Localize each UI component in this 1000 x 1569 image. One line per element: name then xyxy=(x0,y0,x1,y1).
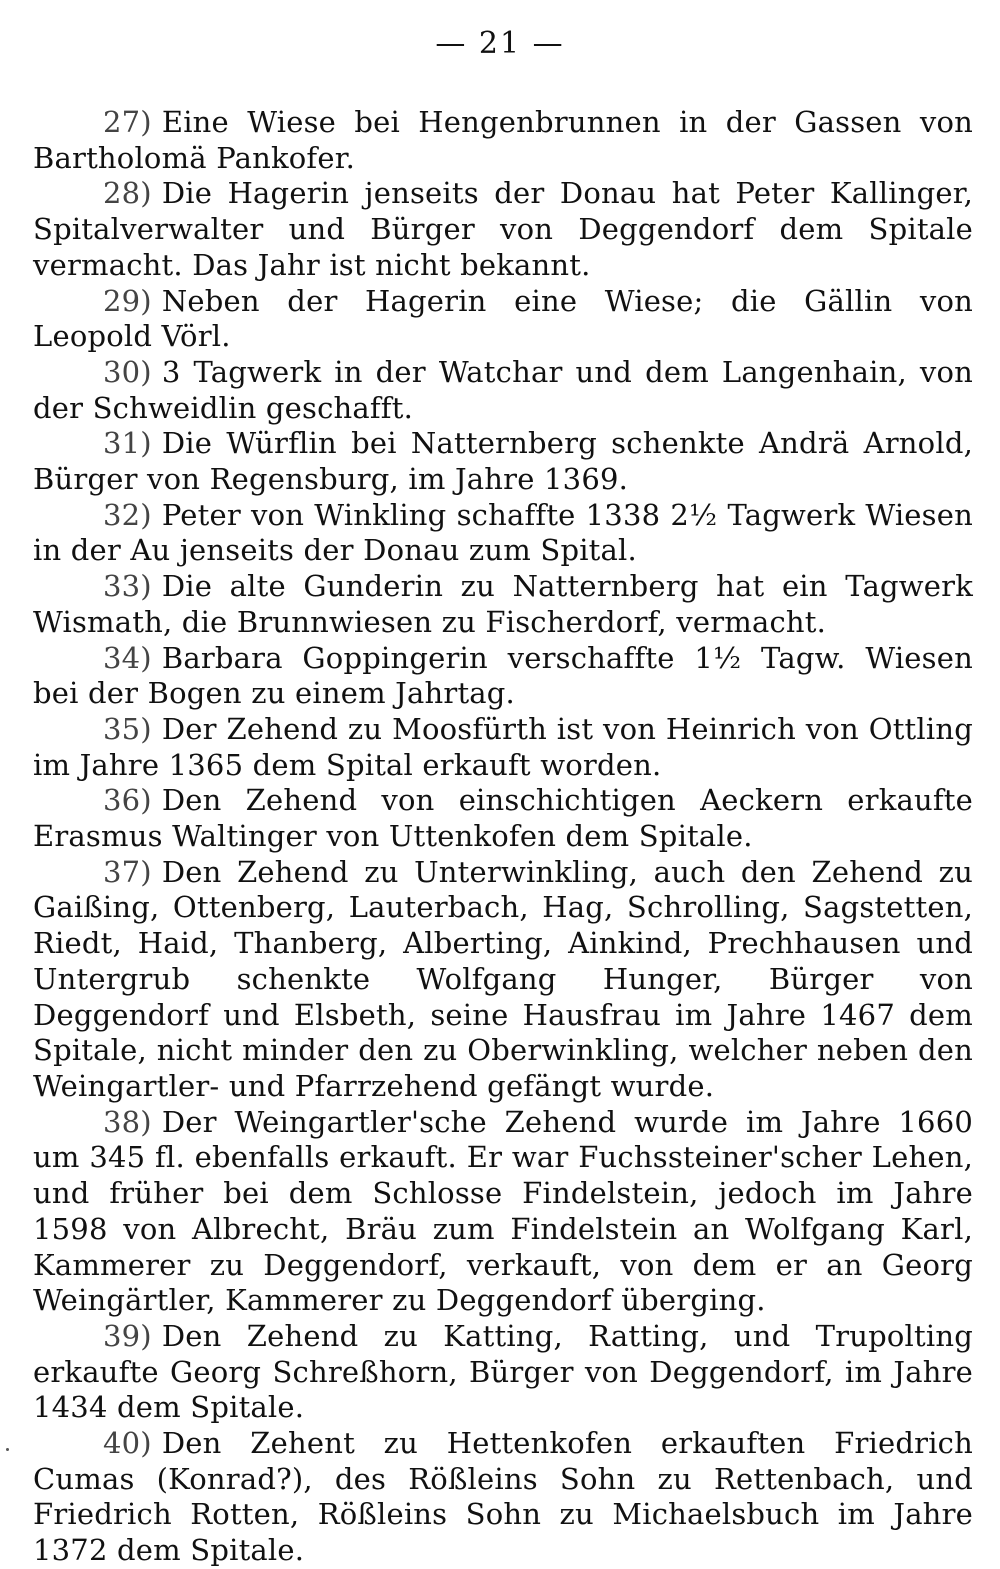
entry-number: 29) xyxy=(103,283,152,318)
entry-text: Der Weingartler'sche Zehend wurde im Jahre 1660 um 345 fl. ebenfalls erkauft. Er war Fuchssteiner'scher Lehen, und früher bei dem Schlosse Findelstein, jedoch im Jahre 1598 von Albrecht, Bräu zum Findelstein an Wolfgang Karl, Kammerer zu Deggendorf, verkauft, von dem er an Georg Weingärtler, Kammerer zu Deggendorf überging. xyxy=(33,1104,973,1318)
entry-number: 39) xyxy=(103,1318,152,1353)
entry-number: 36) xyxy=(103,783,152,818)
entry-32 xyxy=(33,498,973,569)
entry-number: 27) xyxy=(103,105,152,139)
entry-34 xyxy=(33,641,973,712)
entry-text: Den Zehend zu Unterwinkling, auch den Zehend zu Gaißing, Ottenberg, Lauterbach, Hag, Schrolling, Sagstetten, Riedt, Haid, Thanberg, Alberting, Ainkind, Prechhausen und Untergrub schenkte Wolfgang Hunger, Bürger von Deggendorf und Elsbeth, seine Hausfrau im Jahre 1467 dem Spitale, nicht minder den zu Oberwinkling, welcher neben den Weingartler- und Pfarrzehend gefängt wurde. xyxy=(33,854,973,1103)
entry-text: Peter von Winkling schaffte 1338 2½ Tagwerk Wiesen in der Au jenseits der Donau zum Spital. xyxy=(33,497,973,568)
entry-number: 30) xyxy=(103,354,152,389)
entry-38 xyxy=(33,1105,973,1319)
entry-number: 31) xyxy=(103,426,152,461)
entry-number: 40) xyxy=(103,1426,152,1461)
entry-text: 3 Tagwerk in der Watchar und dem Langenhain, von der Schweidlin geschafft. xyxy=(33,354,973,425)
entry-37 xyxy=(33,855,973,1105)
entry-36 xyxy=(33,783,973,854)
entry-number: 34) xyxy=(103,640,152,675)
entry-33 xyxy=(33,569,973,640)
entry-31 xyxy=(33,426,973,497)
entry-text: Die Hagerin jenseits der Donau hat Peter Kallinger, Spitalverwalter und Bürger von Deggendorf dem Spitale vermacht. Das Jahr ist nicht bekannt. xyxy=(33,176,973,282)
print-speck xyxy=(6,1448,9,1451)
entry-text: Eine Wiese bei Hengenbrunnen in der Gassen von Bartholomä Pankofer. xyxy=(33,105,973,175)
entry-29 xyxy=(33,284,973,355)
entry-text: Den Zehend zu Katting, Ratting, und Trupolting erkaufte Georg Schreßhorn, Bürger von Deggendorf, im Jahre 1434 dem Spitale. xyxy=(33,1318,973,1425)
entry-28 xyxy=(33,176,973,283)
entry-39 xyxy=(33,1319,973,1426)
entry-text: Den Zehend von einschichtigen Aeckern erkaufte Erasmus Waltinger von Uttenkofen dem Spitale. xyxy=(33,783,973,854)
entry-text: Die Würflin bei Natternberg schenkte Andrä Arnold, Bürger von Regensburg, im Jahre 1369. xyxy=(33,426,973,497)
entry-text: Den Zehent zu Hettenkofen erkauften Friedrich Cumas (Konrad?), des Rößleins Sohn zu Rettenbach, und Friedrich Rotten, Rößleins Sohn zu Michaelsbuch im Jahre 1372 dem Spitale. xyxy=(33,1426,973,1568)
entry-text: Der Zehend zu Moosfürth ist von Heinrich von Ottling im Jahre 1365 dem Spital erkauft worden. xyxy=(33,711,973,782)
entry-text: Neben der Hagerin eine Wiese; die Gällin von Leopold Vörl. xyxy=(33,283,973,354)
entry-text: Barbara Goppingerin verschaffte 1½ Tagw. Wiesen bei der Bogen zu einem Jahrtag. xyxy=(33,640,973,711)
entry-number: 37) xyxy=(103,854,152,889)
entry-number: 38) xyxy=(103,1104,152,1139)
entry-number: 32) xyxy=(103,497,152,532)
entry-number: 35) xyxy=(103,711,152,746)
entry-text: Die alte Gunderin zu Natternberg hat ein Tagwerk Wismath, die Brunnwiesen zu Fischerdorf, vermacht. xyxy=(33,569,973,639)
entry-40 xyxy=(33,1426,973,1569)
body-text xyxy=(33,105,973,1569)
page-number: — 21 — xyxy=(435,26,565,61)
entry-35 xyxy=(33,712,973,783)
entry-number: 33) xyxy=(103,569,152,604)
entry-30 xyxy=(33,355,973,426)
entry-number: 28) xyxy=(103,176,152,211)
entry-27 xyxy=(33,105,973,176)
